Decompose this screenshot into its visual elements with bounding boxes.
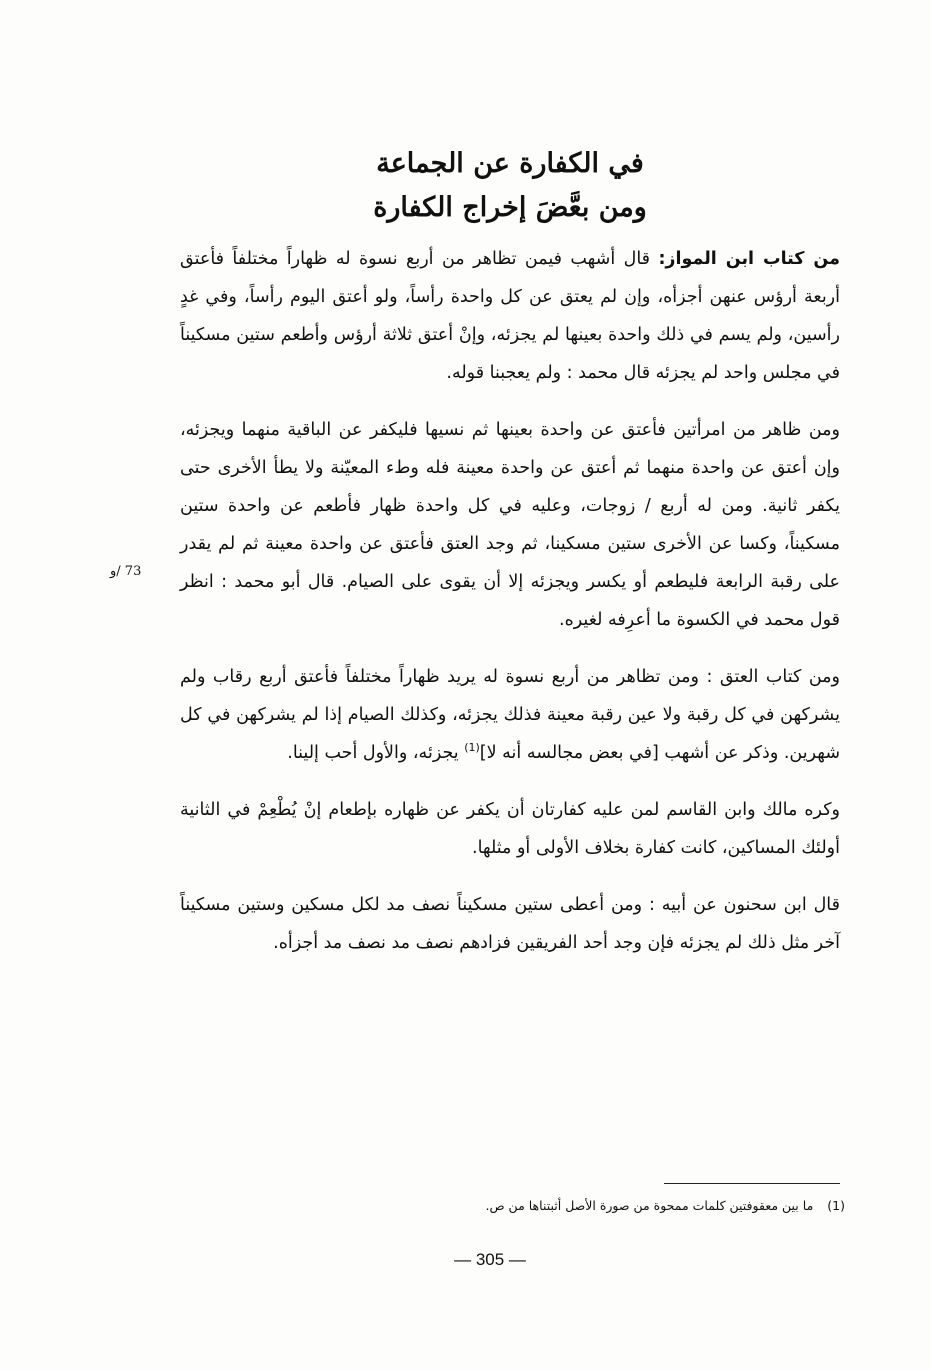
footnote-divider <box>664 1183 840 1184</box>
manuscript-folio-note: 73 /و <box>110 564 142 579</box>
paragraph-3 <box>180 658 840 772</box>
paragraph-1 <box>180 240 840 392</box>
footnote-text: ما بين معقوفتين كلمات ممحوة من صورة الأصل أثبتناها من ص. <box>485 1198 814 1213</box>
paragraph-text-continued: يجزئه، والأول أحب إلينا. <box>287 743 465 763</box>
paragraph-text: قال ابن سحنون عن أبيه : ومن أعطى ستين مسكيناً نصف مد لكل مسكين وستين مسكيناً آخر مثل ذلك لم يجزئه فإن وجد أحد الفريقين فزادهم نصف مد نصف مد أجزأه. <box>180 895 840 953</box>
paragraph-lead: من كتاب ابن المواز: <box>658 249 840 269</box>
paragraph-4 <box>180 791 840 867</box>
paragraph-text: ومن ظاهر من امرأتين فأعتق عن واحدة بعينها ثم نسيها فليكفر عن الباقية منهما ويجزئه، وإن أعتق عن واحدة منهما ثم أعتق عن واحدة معينة فله وطء المعيّنة ولا يطأ الأخرى حتى يكفر ثانية. ومن له أربع / زوجات، وعليه في كل واحدة ظهار فأطعم عن واحدة ستين مسكيناً، وكسا عن الأخرى ستين مسكينا، ثم وجد العتق فأعتق عن واحدة معينة ثم لم يقدر على رقبة الرابعة فليطعم أو يكسر ويجزئه إلا أن يقوى على الصيام. قال أبو محمد : انظر قول محمد في الكسوة ما أعرِفه لغيره. <box>180 420 840 630</box>
body-text <box>180 240 840 981</box>
chapter-title <box>180 142 840 230</box>
title-line-2: ومن بعَّضَ إخراج الكفارة <box>373 192 647 223</box>
title-line-1: في الكفارة عن الجماعة <box>376 148 644 179</box>
paragraph-5 <box>180 886 840 962</box>
footnote <box>300 1196 845 1216</box>
paragraph-text: قال أشهب فيمن تظاهر من أربع نسوة له ظهاراً مختلفاً فأعتق أربعة أرؤس عنهن أجزأه، وإن لم يعتق عن كل واحدة رأساً، ولو أعتق اليوم رأساً، وفي غدٍ رأسين، ولم يسم في ذلك واحدة بعينها لم يجزئه، وإنْ أعتق ثلاثة أرؤس وأطعم ستين مسكيناً في مجلس واحد لم يجزئه قال محمد : ولم يعجبنا قوله. <box>180 249 840 383</box>
footnote-reference[interactable]: (1) <box>464 741 480 755</box>
footnote-number: (1) <box>827 1198 845 1213</box>
paragraph-text: ومن كتاب العتق : ومن تظاهر من أربع نسوة له يريد ظهاراً مختلفاً فأعتق أربع رقاب ولم يشركهن في كل رقبة ولا عين رقبة معينة فذلك يجزئه، وكذلك الصيام إذا لم يشركهن في كل شهرين. وذكر عن أشهب [في بعض مجالسه أنه لا] <box>180 667 840 763</box>
paragraph-2 <box>180 411 840 639</box>
page-number: — 305 — <box>454 1250 526 1269</box>
paragraph-text: وكره مالك وابن القاسم لمن عليه كفارتان أن يكفر عن ظهاره بإطعام إنْ يُطْعِمْ في الثانية أولئك المساكين، كانت كفارة بخلاف الأولى أو مثلها. <box>180 800 840 858</box>
